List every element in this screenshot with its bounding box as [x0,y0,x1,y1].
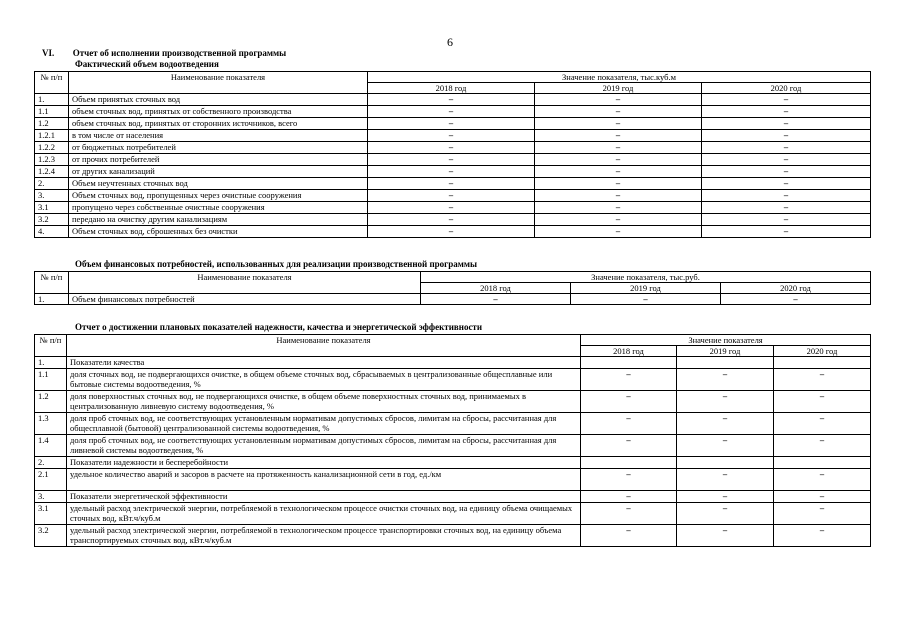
value-cell: – [535,118,702,130]
table-row [35,503,871,525]
col-header-year: 2020 год [702,83,871,94]
value-cell: – [368,154,535,166]
col-header-name: Наименование показателя [67,335,581,357]
value-cell: – [535,142,702,154]
row-name: объем сточных вод, принятых от собственного производства [69,106,368,118]
value-cell: – [571,294,721,305]
value-cell: – [677,413,774,435]
value-cell: – [368,142,535,154]
row-name: Показатели качества [67,357,581,369]
table-row [35,435,871,457]
section-subtitle: Фактический объем водоотведения [75,59,219,69]
value-cell: – [581,391,677,413]
row-number: 3.2 [35,525,67,547]
table-row [35,142,871,154]
row-number: 1.1 [35,106,69,118]
value-cell: – [677,391,774,413]
reliability-indicators-table [34,334,871,547]
value-cell: – [702,106,871,118]
row-number: 3.1 [35,503,67,525]
value-cell: – [677,503,774,525]
value-cell: – [581,503,677,525]
value-cell: – [368,106,535,118]
financial-table-title: Объем финансовых потребностей, использованных для реализации производственной программы [75,259,478,269]
value-cell: – [702,178,871,190]
table-row [35,214,871,226]
value-cell: – [702,130,871,142]
row-name: доля сточных вод, не подвергающихся очистке, в общем объеме сточных вод, сбрасываемых в централизованные общесплавные или бытовые системы водоотведения, % [67,369,581,391]
col-header-year: 2020 год [774,346,871,357]
value-cell: – [702,94,871,106]
section-title-text: Отчет об исполнении производственной программы [72,48,287,58]
col-header-name: Наименование показателя [69,272,421,294]
row-name: пропущено через собственные очистные сооружения [69,202,368,214]
value-cell: – [702,214,871,226]
row-name: Объем принятых сточных вод [69,94,368,106]
row-number: 3.1 [35,202,69,214]
row-name: Объем финансовых потребностей [69,294,421,305]
row-number: 2. [35,178,69,190]
value-cell: – [774,391,871,413]
page-number: 6 [447,35,453,49]
value-cell: – [677,525,774,547]
col-header-year: 2019 год [535,83,702,94]
row-name: от бюджетных потребителей [69,142,368,154]
value-cell: – [535,178,702,190]
value-cell: – [535,94,702,106]
value-cell: – [535,154,702,166]
table-row [35,294,871,305]
value-cell: – [535,106,702,118]
col-header-name: Наименование показателя [69,72,368,94]
value-cell: – [774,469,871,491]
value-cell: – [677,491,774,503]
value-cell [581,457,677,469]
row-number: 3.2 [35,214,69,226]
value-cell: – [774,525,871,547]
value-cell: – [368,118,535,130]
value-cell: – [368,94,535,106]
section-title [42,48,286,58]
value-cell: – [368,130,535,142]
value-cell: – [368,178,535,190]
col-header-year: 2019 год [677,346,774,357]
value-cell: – [774,413,871,435]
value-cell: – [581,491,677,503]
row-number: 1. [35,94,69,106]
table-row [35,369,871,391]
table-row [35,457,871,469]
col-header-year: 2018 год [421,283,571,294]
row-number: 3. [35,190,69,202]
row-name: Объем сточных вод, сброшенных без очистки [69,226,368,238]
row-name: объем сточных вод, принятых от сторонних источников, всего [69,118,368,130]
row-name: Показатели энергетической эффективности [67,491,581,503]
col-header-values: Значение показателя, тыс.руб. [421,272,871,283]
row-number: 3. [35,491,67,503]
table-row [35,178,871,190]
row-number: 4. [35,226,69,238]
section-number: VI. [42,48,55,58]
value-cell: – [581,525,677,547]
row-name: удельное количество аварий и засоров в расчете на протяженность канализационной сети в год, ед./км [67,469,581,491]
value-cell [774,357,871,369]
value-cell: – [581,435,677,457]
value-cell: – [702,154,871,166]
value-cell: – [581,469,677,491]
row-name: доля поверхностных сточных вод, не подвергающихся очистке, в общем объеме поверхностных сточных вод, принимаемых в централизованную ливневую систему водоотведения, % [67,391,581,413]
value-cell: – [774,435,871,457]
value-cell: – [677,369,774,391]
value-cell: – [535,130,702,142]
value-cell: – [368,226,535,238]
value-cell: – [581,369,677,391]
col-header-values: Значение показателя, тыс.куб.м [368,72,871,83]
value-cell: – [774,503,871,525]
row-name: доля проб сточных вод, не соответствующих установленным нормативам допустимых сбросов, лимитам на сбросы, рассчитанная для общесплавной (бытовой) централизованной системы водоотведения, % [67,413,581,435]
table-row [35,391,871,413]
value-cell: – [702,226,871,238]
row-number: 1.2.1 [35,130,69,142]
table-row [35,491,871,503]
value-cell [677,357,774,369]
col-header-year: 2018 год [368,83,535,94]
row-number: 2. [35,457,67,469]
value-cell: – [702,166,871,178]
row-number: 2.1 [35,469,67,491]
row-name: от других канализаций [69,166,368,178]
table-row [35,94,871,106]
value-cell: – [702,190,871,202]
value-cell: – [368,190,535,202]
indicators-table-title: Отчет о достижении плановых показателей надежности, качества и энергетической эффективности [75,322,483,332]
row-name: Объем неучтенных сточных вод [69,178,368,190]
financial-needs-table [34,271,871,305]
value-cell: – [535,202,702,214]
col-header-year: 2018 год [581,346,677,357]
row-number: 1.2 [35,391,67,413]
col-header-num: № п/п [35,272,69,294]
value-cell: – [535,226,702,238]
table-row [35,154,871,166]
table-row [35,357,871,369]
col-header-num: № п/п [35,72,69,94]
row-name: от прочих потребителей [69,154,368,166]
row-name: доля проб сточных вод, не соответствующих установленным нормативам допустимых сбросов, лимитам на сбросы, рассчитанная для ливневой системы водоотведения, % [67,435,581,457]
col-header-values: Значение показателя [581,335,871,346]
table-row [35,166,871,178]
row-number: 1. [35,357,67,369]
value-cell: – [774,491,871,503]
col-header-year: 2020 год [721,283,871,294]
table-row [35,106,871,118]
row-name: Объем сточных вод, пропущенных через очистные сооружения [69,190,368,202]
value-cell [774,457,871,469]
value-cell: – [421,294,571,305]
value-cell: – [702,118,871,130]
row-name: в том числе от населения [69,130,368,142]
col-header-year: 2019 год [571,283,721,294]
value-cell: – [677,469,774,491]
value-cell: – [721,294,871,305]
value-cell: – [702,142,871,154]
value-cell: – [535,214,702,226]
table-row [35,202,871,214]
row-number: 1.2.4 [35,166,69,178]
value-cell: – [368,166,535,178]
value-cell: – [677,435,774,457]
value-cell: – [774,369,871,391]
row-number: 1. [35,294,69,305]
table-row [35,226,871,238]
value-cell: – [535,190,702,202]
table-row [35,118,871,130]
table-row [35,469,871,491]
row-number: 1.2.2 [35,142,69,154]
value-cell [677,457,774,469]
value-cell: – [368,214,535,226]
row-name: удельный расход электрической энергии, потребляемой в технологическом процессе очистки сточных вод, на единицу объема очищаемых сточных вод, кВт.ч/куб.м [67,503,581,525]
value-cell: – [368,202,535,214]
row-name: удельный расход электрической энергии, потребляемой в технологическом процессе транспортировки сточных вод, на единицу объема транспортируемых сточных вод, кВт.ч/куб.м [67,525,581,547]
row-name: передано на очистку другим канализациям [69,214,368,226]
value-cell: – [535,166,702,178]
col-header-num: № п/п [35,335,67,357]
row-number: 1.2 [35,118,69,130]
table-row [35,130,871,142]
value-cell: – [702,202,871,214]
row-number: 1.2.3 [35,154,69,166]
table-row [35,413,871,435]
table-row [35,190,871,202]
row-name: Показатели надежности и бесперебойности [67,457,581,469]
actual-wastewater-volume-table [34,71,871,238]
value-cell [581,357,677,369]
row-number: 1.4 [35,435,67,457]
value-cell: – [581,413,677,435]
row-number: 1.1 [35,369,67,391]
table-row [35,525,871,547]
row-number: 1.3 [35,413,67,435]
